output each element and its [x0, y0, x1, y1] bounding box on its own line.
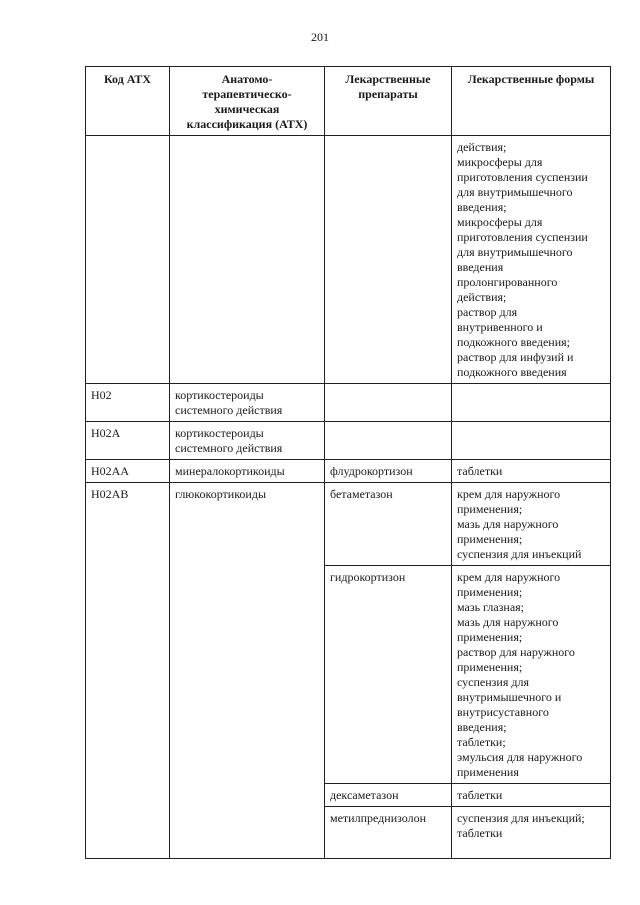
- table-row-continuation: [86, 136, 611, 384]
- header-atx-code: Код АТХ: [86, 67, 170, 136]
- cell-drug: метилпреднизолон: [325, 807, 452, 859]
- cell-forms: суспензия для инъекций; таблетки: [452, 807, 611, 859]
- table-row-h02ab: [86, 483, 611, 566]
- cell-classification: [170, 136, 325, 384]
- cell-classification: кортикостероиды системного действия: [170, 422, 325, 460]
- cell-classification: минералокортикоиды: [170, 460, 325, 483]
- atx-drug-table: [85, 66, 611, 859]
- table-row-h02aa: [86, 460, 611, 483]
- cell-forms: действия; микросферы для приготовления суспензии для внутримышечного введения; микросферы для приготовления суспензии для внутримышечного введения пролонгированного действия; раствор для внутривенного и подкожного введения; раствор для инфузий и подкожного введения: [452, 136, 611, 384]
- table-row-h02: [86, 384, 611, 422]
- cell-drug: бетаметазон: [325, 483, 452, 566]
- cell-forms: крем для наружного применения; мазь глазная; мазь для наружного применения; раствор для наружного применения; суспензия для внутримышечного и внутрисуставного введения; таблетки; эмульсия для наружного применения: [452, 566, 611, 784]
- cell-drug: гидрокортизон: [325, 566, 452, 784]
- cell-forms: [452, 422, 611, 460]
- header-dosage-forms: Лекарственные формы: [452, 67, 611, 136]
- table-header-row: [86, 67, 611, 136]
- cell-classification: кортикостероиды системного действия: [170, 384, 325, 422]
- cell-code: H02AA: [86, 460, 170, 483]
- cell-forms: таблетки: [452, 460, 611, 483]
- cell-drug: флудрокортизон: [325, 460, 452, 483]
- cell-code: [86, 136, 170, 384]
- header-atx-classification: Анатомо- терапевтическо- химическая классификация (АТХ): [170, 67, 325, 136]
- cell-drug: [325, 136, 452, 384]
- header-drugs: Лекарственные препараты: [325, 67, 452, 136]
- cell-forms: таблетки: [452, 784, 611, 807]
- cell-forms: [452, 384, 611, 422]
- cell-drug: [325, 422, 452, 460]
- cell-code: H02: [86, 384, 170, 422]
- cell-code: H02AB: [86, 483, 170, 859]
- table-row-h02a: [86, 422, 611, 460]
- cell-classification: глюкокортикоиды: [170, 483, 325, 859]
- cell-code: H02A: [86, 422, 170, 460]
- cell-drug: [325, 384, 452, 422]
- cell-drug: дексаметазон: [325, 784, 452, 807]
- cell-forms: крем для наружного применения; мазь для наружного применения; суспензия для инъекций: [452, 483, 611, 566]
- page-number: 201: [311, 30, 329, 44]
